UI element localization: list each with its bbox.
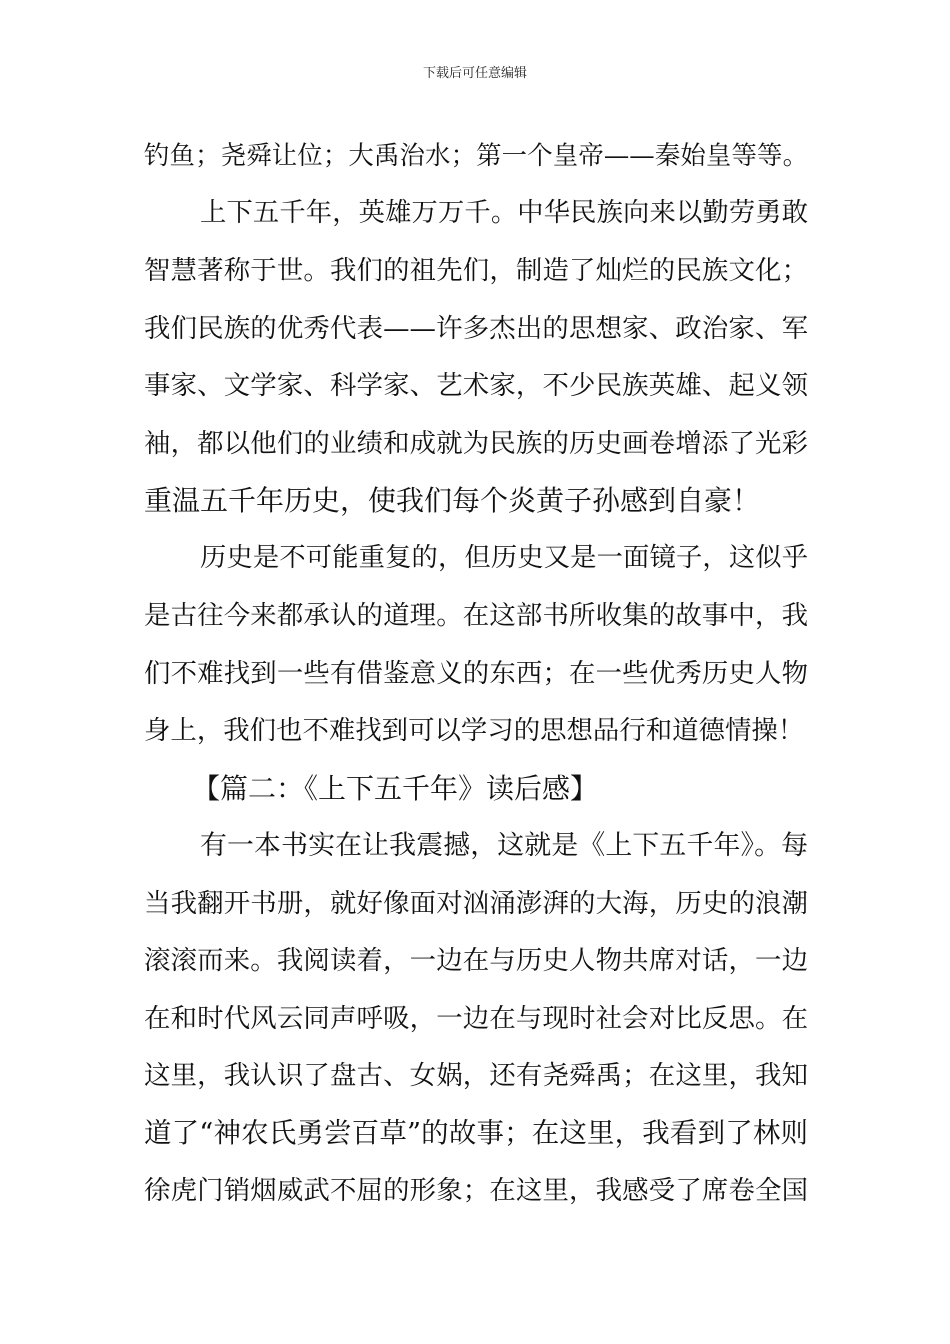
text-line: 当我翻开书册，就好像面对汹涌澎湃的大海，历史的浪潮	[144, 887, 808, 919]
text-line: 钓鱼；尧舜让位；大禹治水；第一个皇帝——秦始皇等等。	[144, 140, 808, 170]
text-line: 是古往今来都承认的道理。在这部书所收集的故事中，我	[144, 600, 808, 631]
text-line: 重温五千年历史，使我们每个炎黄子孙感到自豪！	[144, 484, 761, 517]
text-line: 这里，我认识了盘古、女娲，还有尧舜禹；在这里，我知	[144, 1060, 808, 1091]
text-line: 智慧著称于世。我们的祖先们，制造了灿烂的民族文化；	[144, 255, 808, 286]
text-line: 事家、文学家、科学家、艺术家，不少民族英雄、起义领	[144, 370, 808, 401]
paragraph-first-line: 有一本书实在让我震撼，这就是《上下五千年》。每	[200, 830, 808, 861]
section-heading: 【篇二：《上下五千年》读后感】	[192, 771, 599, 805]
text-line: 道了“神农氏勇尝百草”的故事；在这里，我看到了林则	[144, 1116, 808, 1149]
text-line: 袖，都以他们的业绩和成就为民族的历史画卷增添了光彩	[144, 427, 808, 459]
text-line: 身上，我们也不难找到可以学习的思想品行和道德情操！	[144, 715, 805, 746]
text-line: 在和时代风云同声呼吸，一边在与现时社会对比反思。在	[144, 1002, 808, 1034]
text-line: 我们民族的优秀代表——许多杰出的思想家、政治家、军	[144, 312, 808, 344]
text-line: 滚滚而来。我阅读着，一边在与历史人物共席对话，一边	[144, 945, 808, 976]
text-line: 们不难找到一些有借鉴意义的东西；在一些优秀历史人物	[144, 657, 808, 689]
page-header: 下载后可任意编辑	[422, 66, 527, 81]
document-body	[144, 127, 808, 1220]
paragraph-first-line: 历史是不可能重复的，但历史又是一面镜子，这似乎	[200, 542, 808, 573]
text-line: 徐虎门销烟威武不屈的形象；在这里，我感受了席卷全国	[144, 1175, 808, 1206]
paragraph-first-line: 上下五千年，英雄万万千。中华民族向来以勤劳勇敢	[200, 197, 808, 228]
